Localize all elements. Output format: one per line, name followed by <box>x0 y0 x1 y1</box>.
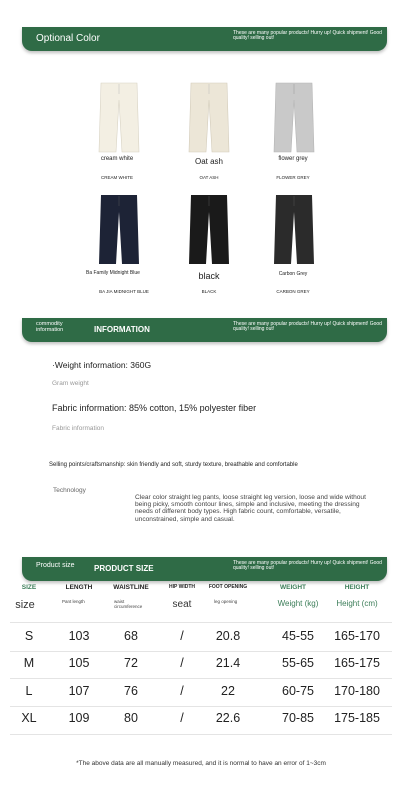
size-table-subheader <box>10 599 392 617</box>
cell-weight: 45-55 <box>282 629 314 643</box>
measurement-note: *The above data are all manually measured, and it is normal to have an error of 1~3cm <box>76 760 326 767</box>
size-table-header <box>10 584 392 598</box>
technology-text: Clear color straight leg pants, loose straight leg version, loose and wide without being picky, smooth contour lines, simple and inclusive, meeting the dressing needs of different body types. High fabric count, comfortable, versatile, unconstrained, simple and casual. <box>135 494 366 523</box>
cell-waist: 76 <box>124 684 138 698</box>
cell-length: 109 <box>68 711 90 725</box>
sub-hip: seat <box>172 599 192 610</box>
cell-length: 105 <box>68 656 90 670</box>
cell-size: S <box>24 629 34 643</box>
row-divider <box>10 706 392 707</box>
product-size-notice: These are many popular products! Hurry up! Quick shipment! Good quality! selling out! <box>233 560 382 571</box>
sub-height: Height (cm) <box>336 599 378 608</box>
product-size-small-label: Product size <box>36 562 75 569</box>
product-label: BLACK <box>201 289 217 294</box>
cell-hip: / <box>180 684 184 698</box>
weight-info: ·Weight information: 360G <box>52 360 152 370</box>
product-size-title: PRODUCT SIZE <box>94 564 154 573</box>
cell-length: 107 <box>68 684 90 698</box>
optional-color-title: Optional Color <box>36 33 100 44</box>
cell-height: 165-175 <box>334 656 380 670</box>
cell-waist: 72 <box>124 656 138 670</box>
row-divider <box>10 734 392 735</box>
sub-length: Pant length <box>62 599 85 604</box>
selling-points: Selling points/craftsmanship: skin friendly and soft, sturdy texture, breathable and comfortable <box>49 462 298 468</box>
sub-size: size <box>15 599 35 611</box>
product-name: Oat ash <box>194 157 223 166</box>
product-image-carbon-grey[interactable] <box>272 192 316 266</box>
cell-weight: 60-75 <box>282 684 314 698</box>
cell-length: 103 <box>68 629 90 643</box>
cell-size: XL <box>21 711 37 725</box>
fabric-info: Fabric information: 85% cotton, 15% polyester fiber <box>52 403 257 413</box>
cell-size: L <box>25 684 33 698</box>
fabric-sub: Fabric information <box>52 425 105 432</box>
product-image-oat-ash[interactable] <box>187 80 231 154</box>
cell-weight: 55-65 <box>282 656 314 670</box>
product-image-flower-grey[interactable] <box>272 80 316 154</box>
sub-waistline: waist circumference <box>114 599 143 609</box>
cell-hip: / <box>180 656 184 670</box>
header-height: HEIGHT <box>344 584 370 591</box>
cell-waist: 68 <box>124 629 138 643</box>
cell-foot: 20.8 <box>215 629 241 643</box>
table-row <box>10 711 392 731</box>
table-row <box>10 629 392 649</box>
product-name: black <box>198 271 220 281</box>
product-name: Ba Family Midnight Blue <box>86 270 140 276</box>
cell-foot: 22.6 <box>215 711 241 725</box>
row-divider <box>10 651 392 652</box>
product-image-midnight-blue[interactable] <box>97 192 141 266</box>
header-foot-opening: FOOT OPENING <box>208 584 248 590</box>
product-name: Carbon Grey <box>278 271 308 277</box>
product-name: flower grey <box>278 156 308 162</box>
row-divider <box>10 622 392 623</box>
table-row <box>10 684 392 704</box>
sub-weight: Weight (kg) <box>277 599 319 608</box>
header-length: LENGTH <box>65 584 93 591</box>
product-size-banner <box>22 557 387 581</box>
information-notice: These are many popular products! Hurry up! Quick shipment! Good quality! selling out! <box>233 321 382 332</box>
sub-foot: leg opening <box>214 599 238 604</box>
optional-color-notice: These are many popular products! Hurry up! Quick shipment! Good quality! selling out! <box>233 30 382 41</box>
product-label: FLOWER GREY <box>276 175 310 180</box>
information-small-label: commodity information <box>36 321 64 333</box>
product-label: BA JIA MIDNIGHT BLUE <box>99 289 149 294</box>
cell-size: M <box>23 656 35 670</box>
product-image-black[interactable] <box>187 192 231 266</box>
product-label: CREAM WHITE <box>101 175 133 180</box>
cell-weight: 70-85 <box>282 711 314 725</box>
cell-height: 170-180 <box>334 684 380 698</box>
optional-color-banner <box>22 27 387 51</box>
product-name: cream white <box>100 156 134 162</box>
header-waistline: WAISTLINE <box>113 584 149 591</box>
row-divider <box>10 678 392 679</box>
header-hip-width: HIP WIDTH <box>168 584 196 590</box>
information-banner <box>22 318 387 342</box>
header-weight: WEIGHT <box>280 584 306 591</box>
information-title: INFORMATION <box>94 325 150 334</box>
cell-waist: 80 <box>124 711 138 725</box>
cell-foot: 21.4 <box>215 656 241 670</box>
product-label: CARBON GREY <box>276 289 310 294</box>
product-label: OAT ASH <box>199 175 219 180</box>
cell-hip: / <box>180 629 184 643</box>
cell-height: 175-185 <box>334 711 380 725</box>
product-image-cream-white[interactable] <box>97 80 141 154</box>
weight-sub: Gram weight <box>52 380 89 387</box>
header-size: SIZE <box>21 584 37 591</box>
cell-hip: / <box>180 711 184 725</box>
table-row <box>10 656 392 676</box>
technology-label: Technology <box>53 487 86 494</box>
cell-height: 165-170 <box>334 629 380 643</box>
cell-foot: 22 <box>221 684 235 698</box>
